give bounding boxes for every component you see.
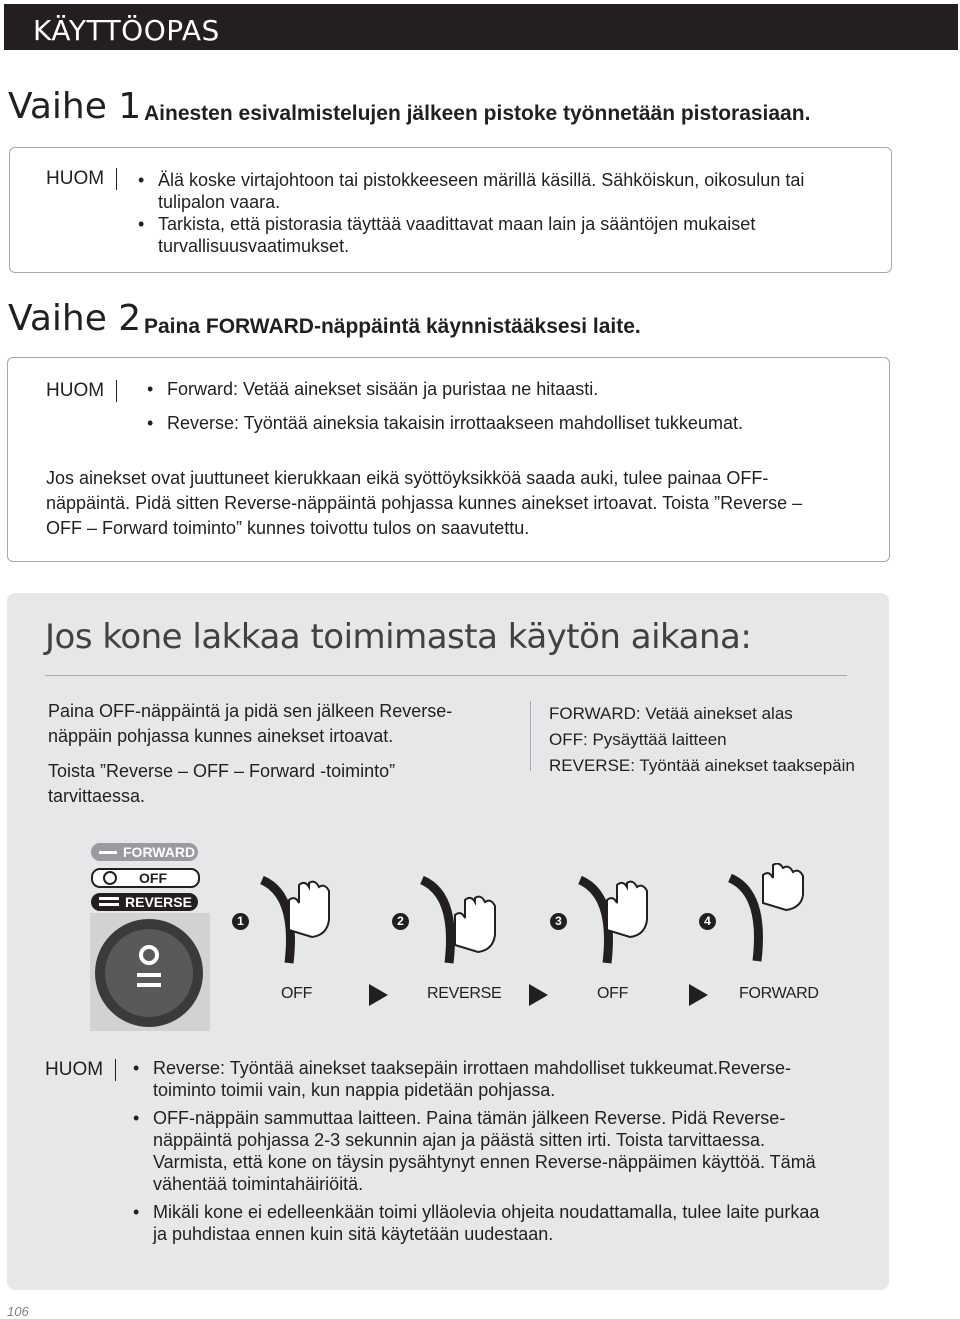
step-number-4: 4 xyxy=(699,913,716,930)
legend-off: OFF: Pysäyttää laitteen xyxy=(549,730,727,749)
list-item: • Reverse: Työntää aineksia takaisin irrottaakseen mahdolliset tukkeumat. xyxy=(147,412,867,434)
switch-label-forward: FORWARD xyxy=(91,843,198,861)
press-off-icon xyxy=(575,875,665,965)
sequence-label-off: OFF xyxy=(597,985,629,1002)
list-item: • OFF-näppäin sammuttaa laitteen. Paina tämän jälkeen Reverse. Pidä Reverse-näppäintä pohjassa 2-3 sekunnin ajan ja päästä sitten irti. Toista tarvittaessa. Varmista, että kone on täysin pysähtynyt ennen Reverse-näppäimen käyttöä. Tämä vähentää toimintahäiriöitä. xyxy=(133,1107,833,1195)
step2-note-box xyxy=(7,357,890,562)
step1-note-label: HUOM xyxy=(46,168,117,190)
stop-note-list xyxy=(133,1057,833,1245)
press-reverse-icon xyxy=(417,875,512,965)
list-item: • Reverse: Työntää ainekset taaksepäin irrottaen mahdolliset tukkeumat.Reverse-toiminto toimii vain, kun nappia pidetään pohjassa. xyxy=(133,1057,833,1101)
list-item: • Mikäli kone ei edelleenkään toimi ylläolevia ohjeita noudattamalla, tulee laite purkaa ja puhdistaa ennen kuin sitä käytetään uudestaan. xyxy=(133,1201,833,1245)
lines-icon xyxy=(99,897,119,900)
legend-reverse: REVERSE: Työntää ainekset taaksepäin xyxy=(549,756,855,775)
step2-label: Vaihe 2 xyxy=(8,298,142,339)
divider xyxy=(45,675,847,676)
dash-icon xyxy=(99,851,117,854)
list-item: • Forward: Vetää ainekset sisään ja puristaa ne hitaasti. xyxy=(147,378,867,400)
stop-section-title: Jos kone lakkaa toimimasta käytön aikana: xyxy=(45,617,752,657)
list-item: • Älä koske virtajohtoon tai pistokkeeseen märillä käsillä. Sähköiskun, oikosulun tai tulipalon vaara. xyxy=(138,169,858,213)
step2-note-label: HUOM xyxy=(46,380,117,402)
arrow-right-icon xyxy=(689,984,708,1006)
page-header xyxy=(4,4,958,50)
press-forward-icon xyxy=(725,863,820,963)
switch-label-off: OFF xyxy=(91,868,200,888)
divider xyxy=(530,701,531,771)
stop-instructions: Paina OFF-näppäintä ja pidä sen jälkeen Reverse-näppäin pohjassa kunnes ainekset irtoavat. xyxy=(48,701,453,746)
rocker-switch-icon xyxy=(87,913,212,1031)
arrow-right-icon xyxy=(529,984,548,1006)
circle-icon xyxy=(103,871,117,885)
sequence-label-reverse: REVERSE xyxy=(427,985,502,1002)
step2-paragraph: Jos ainekset ovat juuttuneet kierukkaan eikä syöttöyksikköä saada auki, tulee painaa OFF-näppäintä. Pidä sitten Reverse-näppäintä pohjassa kunnes ainekset irtoavat. Toista ”Reverse – OFF – Forward toiminto” kunnes toivottu tulos on saavutettu. xyxy=(46,468,803,538)
arrow-right-icon xyxy=(369,984,388,1006)
step2-note-list xyxy=(147,378,867,434)
stop-note-label: HUOM xyxy=(45,1059,116,1081)
legend-forward: FORWARD: Vetää ainekset alas xyxy=(549,704,793,723)
switch-label-reverse: REVERSE xyxy=(91,893,198,911)
step-number-3: 3 xyxy=(550,913,567,930)
stop-repeat: Toista ”Reverse – OFF – Forward -toiminto” tarvittaessa. xyxy=(48,761,396,806)
sequence-label-forward: FORWARD xyxy=(739,985,819,1002)
step-number-2: 2 xyxy=(392,913,409,930)
step1-note-box xyxy=(9,147,892,273)
press-off-icon xyxy=(257,875,347,965)
stop-section xyxy=(7,593,889,1290)
step1-note-list xyxy=(138,169,858,257)
sequence-label-off: OFF xyxy=(281,985,313,1002)
step2-title: Paina FORWARD-näppäintä käynnistääksesi laite. xyxy=(144,315,641,338)
step-number-1: 1 xyxy=(232,913,249,930)
list-item: • Tarkista, että pistorasia täyttää vaadittavat maan lain ja sääntöjen mukaiset turvallisuusvaatimukset. xyxy=(138,213,858,257)
step1-title: Ainesten esivalmistelujen jälkeen pistoke työnnetään pistorasiaan. xyxy=(144,102,811,125)
page-number: 106 xyxy=(7,1304,29,1319)
step1-label: Vaihe 1 xyxy=(8,86,142,127)
manual-title: KÄYTTÖOPAS xyxy=(33,14,220,47)
